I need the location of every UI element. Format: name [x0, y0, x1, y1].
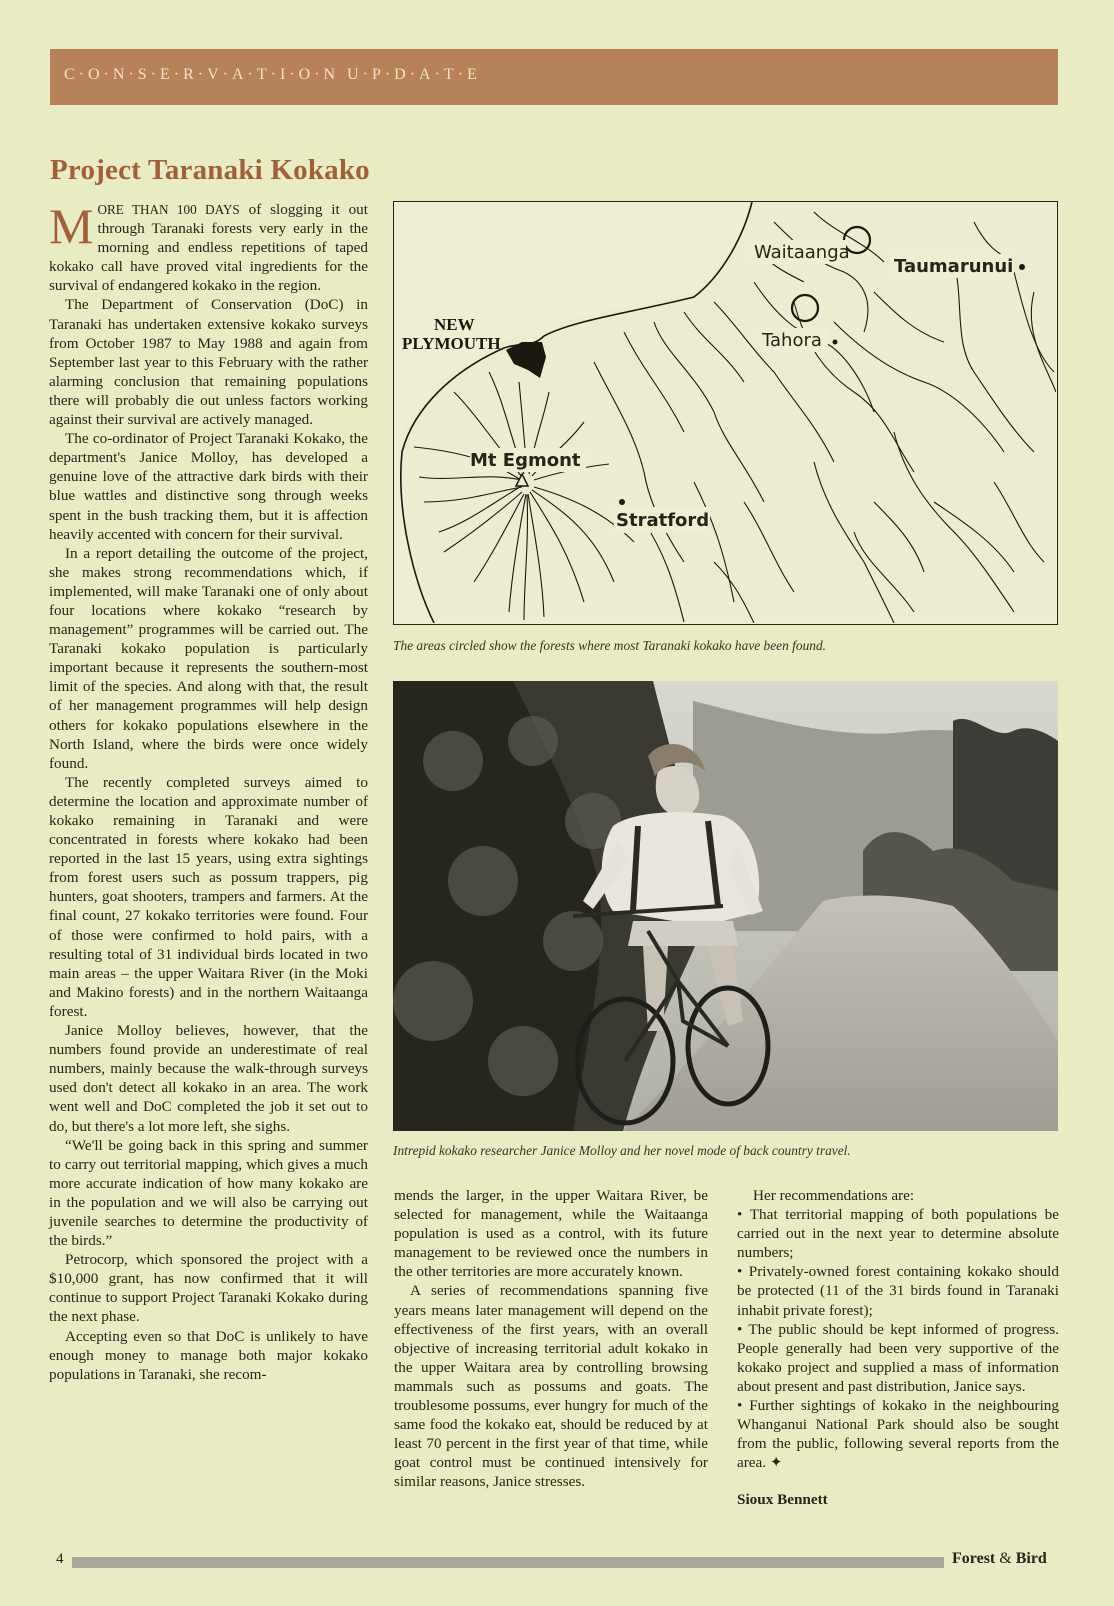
map-caption: The areas circled show the forests where most Taranaki kokako have been found. [393, 638, 827, 653]
section-banner [50, 49, 1058, 105]
lead-text: of slogging it out through Taranaki forests very early in the morning and endless repetitions of taped kokako call have proved vital ingredients for the survival of endangered kokako in the region. [49, 201, 368, 295]
recommendation-item: • Further sightings of kokako in the neighbouring Whanganui National Park should also be sought from the public, following several reports from the area. ✦ [737, 1397, 1059, 1472]
map-label-stratford: Stratford [616, 510, 710, 531]
map-label-waitaanga: Waitaanga [754, 242, 850, 263]
recommendations-intro: Her recommendations are: [753, 1187, 915, 1204]
kokako-end-mark-icon: ✦ [769, 1454, 783, 1472]
section-banner-text: C·O·N·S·E·R·V·A·T·I·O·N U·P·D·A·T·E [64, 66, 481, 83]
taranaki-map [393, 201, 1058, 625]
paragraph: A series of recommendations spanning five years means later management will depend on the effectiveness of the first years, with an overall objective of increasing territorial adult kokako in the upper Waitara area by controlling browsing mammals such as possums and goats. The troublesome possums, ever hungry for much of the same food the kokako eat, should be reduced by at least 70 percent in the first year of that time, while goat control must be continued intensively for similar reasons, Janice stresses. [394, 1282, 708, 1491]
map-label-taumarunui: Taumarunui [894, 256, 1014, 277]
map-label-mt-egmont: Mt Egmont [470, 450, 581, 471]
byline: Sioux Bennett [737, 1491, 828, 1509]
paragraph: “We'll be going back in this spring and summer to carry out territorial mapping, which gives a much more accurate indication of how many kokako are in the population and we will also be carrying out juvenile searches to determine the productivity of the birds.” [49, 1136, 368, 1250]
map-svg [394, 202, 1056, 623]
paragraph: The recently completed surveys aimed to determine the location and approximate number of kokako remaining in Taranaki and were concentrated in forests where kokako had been reported in the last 15 years, using extra sightings from forest users such as possum trappers, pig hunters, goat shooters, trampers and farmers. At the final count, 27 kokako territories were found. Four of those were confirmed to hold pairs, with a resulting total of 31 individual birds located in two main areas – the upper Waitara River (in the Moki and Makino forests) and in the northern Waitaanga forest. [49, 773, 368, 1020]
footer-rule [72, 1557, 944, 1568]
researcher-photo [393, 681, 1058, 1131]
lead-small-caps: ORE THAN 100 DAYS [97, 202, 240, 217]
paragraph: Janice Molloy believes, however, that the numbers found provide an underestimate of real numbers, mainly because the walk-through surveys used don't detect all kokako in an area. The work went well and DoC completed the job it set out to do, but there's a lot more left, she sighs. [49, 1022, 368, 1135]
photo-svg [393, 681, 1058, 1131]
article-title: Project Taranaki Kokako [50, 154, 370, 186]
recommendation-item: • That territorial mapping of both populations be carried out in the next year to determine absolute numbers; [737, 1206, 1059, 1262]
article-column-2 [394, 1186, 708, 1492]
article-column-1 [49, 200, 368, 1384]
recommendation-item: • Privately-owned forest containing kokako should be protected (11 of the 31 birds found in Taranaki inhabit private forest); [737, 1263, 1059, 1319]
paragraph: mends the larger, in the upper Waitara River, be selected for management, while the Waitaanga population is used as a control, with its future management to be reviewed once the numbers in the other territories are more accurately known. [394, 1187, 708, 1281]
photo-caption: Intrepid kokako researcher Janice Molloy and her novel mode of back country travel. [393, 1143, 851, 1158]
map-label-new-plymouth-line1: NEW [434, 315, 475, 334]
paragraph: The Department of Conservation (DoC) in Taranaki has undertaken extensive kokako surveys from October 1987 to May 1988 and again from September last year to this February with the rather alarming conclusion that remaining populations there will probably die out unless factors working against their survival are actively managed. [49, 296, 368, 429]
page-number: 4 [56, 1551, 64, 1567]
paragraph: In a report detailing the outcome of the project, she makes strong recommendations which, if implemented, will make Taranaki one of only about four locations where kokako “research by management” programmes will be carried out. The Taranaki kokako population is particularly important because it represents the southern-most limit of the species. And along with that, the result of her management programmes will help design others for kokako populations elsewhere in the North Island, where the birds were once widely found. [49, 544, 368, 772]
paragraph: Accepting even so that DoC is unlikely to have enough money to manage both major kokako populations in Taranaki, she recom- [49, 1327, 368, 1383]
recommendation-item: • The public should be kept informed of progress. People generally had been very supportive of the kokako project and supplied a mass of information about present and past distribution, Janice says. [737, 1320, 1059, 1395]
paragraph: Petrocorp, which sponsored the project with a $10,000 grant, has now confirmed that it will continue to support Project Taranaki Kokako during the next phase. [49, 1251, 368, 1326]
map-label-tahora: Tahora [762, 330, 822, 351]
map-label-new-plymouth-line2: PLYMOUTH [402, 334, 501, 353]
lead-paragraph [49, 200, 368, 295]
article-column-3 [737, 1186, 1059, 1510]
paragraph: The co-ordinator of Project Taranaki Kokako, the department's Janice Molloy, has developed a genuine love of the attractive dark birds with their blue wattles and distinctive song through weeks spent in the bush tracking them, but it is affection heavily accented with concern for their survival. [49, 430, 368, 543]
magazine-brand: Forest & Bird [952, 1550, 1047, 1567]
drop-cap: M [49, 198, 94, 254]
